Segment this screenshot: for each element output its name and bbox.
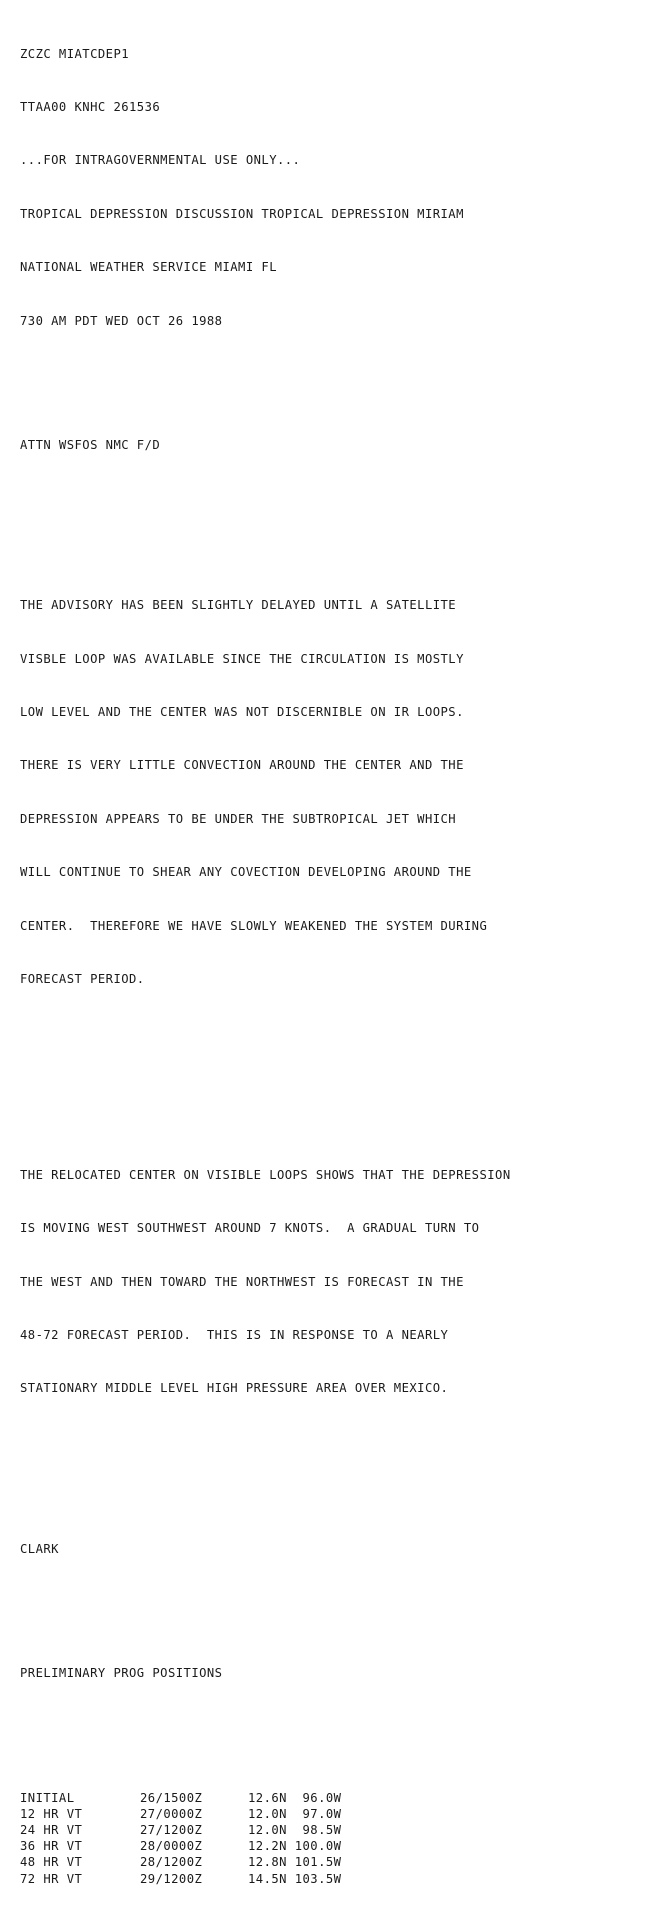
header-line-2: TTAA00 KNHC 261536 bbox=[20, 99, 161, 114]
paragraph-line: CENTER. THEREFORE WE HAVE SLOWLY WEAKENED THE SYSTEM DURING bbox=[20, 918, 488, 933]
paragraph-2 bbox=[20, 1131, 660, 1434]
paragraph-line: THE RELOCATED CENTER ON VISIBLE LOOPS SHOWS THAT THE DEPRESSION bbox=[20, 1167, 511, 1182]
position-time: 26/1500Z bbox=[140, 1790, 203, 1805]
attn-line: ATTN WSFOS NMC F/D bbox=[20, 438, 161, 453]
paragraph-line: VISBLE LOOP WAS AVAILABLE SINCE THE CIRCULATION IS MOSTLY bbox=[20, 651, 464, 666]
position-time: 29/1200Z bbox=[140, 1871, 203, 1886]
position-time: 28/1200Z bbox=[140, 1855, 203, 1870]
positions-table bbox=[20, 1790, 660, 1887]
spacer bbox=[20, 1469, 660, 1487]
header-line-6: 730 AM PDT WED OCT 26 1988 bbox=[20, 313, 223, 328]
spacer bbox=[20, 491, 660, 509]
paragraph-line: THERE IS VERY LITTLE CONVECTION AROUND THE CENTER AND THE bbox=[20, 758, 464, 773]
spacer bbox=[20, 1719, 660, 1737]
position-label: 12 HR VT bbox=[20, 1806, 83, 1821]
position-latlon: 12.0N 97.0W bbox=[248, 1806, 342, 1821]
spacer bbox=[20, 366, 660, 384]
signature: CLARK bbox=[20, 1541, 59, 1556]
position-label: 36 HR VT bbox=[20, 1839, 83, 1854]
position-label: 24 HR VT bbox=[20, 1823, 83, 1838]
paragraph-line: LOW LEVEL AND THE CENTER WAS NOT DISCERNIBLE ON IR LOOPS. bbox=[20, 705, 464, 720]
discussion-document bbox=[20, 10, 660, 1905]
header-line-4: TROPICAL DEPRESSION DISCUSSION TROPICAL DEPRESSION MIRIAM bbox=[20, 206, 464, 221]
paragraph-1 bbox=[20, 562, 660, 1025]
paragraph-line: IS MOVING WEST SOUTHWEST AROUND 7 KNOTS. A GRADUAL TURN TO bbox=[20, 1221, 480, 1236]
position-latlon: 12.0N 98.5W bbox=[248, 1823, 342, 1838]
spacer bbox=[20, 1060, 660, 1078]
spacer bbox=[20, 1594, 660, 1612]
position-latlon: 12.6N 96.0W bbox=[248, 1790, 342, 1805]
position-time: 27/1200Z bbox=[140, 1823, 203, 1838]
header-line-5: NATIONAL WEATHER SERVICE MIAMI FL bbox=[20, 260, 277, 275]
paragraph-line: FORECAST PERIOD. bbox=[20, 972, 145, 987]
paragraph-line: WILL CONTINUE TO SHEAR ANY COVECTION DEVELOPING AROUND THE bbox=[20, 865, 472, 880]
paragraph-line: THE ADVISORY HAS BEEN SLIGHTLY DELAYED UNTIL A SATELLITE bbox=[20, 598, 457, 613]
position-time: 28/0000Z bbox=[140, 1839, 203, 1854]
paragraph-line: DEPRESSION APPEARS TO BE UNDER THE SUBTROPICAL JET WHICH bbox=[20, 811, 457, 826]
position-label: INITIAL bbox=[20, 1790, 75, 1805]
positions-title: PRELIMINARY PROG POSITIONS bbox=[20, 1666, 223, 1681]
position-label: 72 HR VT bbox=[20, 1871, 83, 1886]
position-latlon: 14.5N 103.5W bbox=[248, 1871, 342, 1886]
paragraph-line: THE WEST AND THEN TOWARD THE NORTHWEST IS FORECAST IN THE bbox=[20, 1274, 464, 1289]
position-latlon: 12.8N 101.5W bbox=[248, 1855, 342, 1870]
header-line-3: ...FOR INTRAGOVERNMENTAL USE ONLY... bbox=[20, 153, 301, 168]
position-latlon: 12.2N 100.0W bbox=[248, 1839, 342, 1854]
position-time: 27/0000Z bbox=[140, 1806, 203, 1821]
paragraph-line: 48-72 FORECAST PERIOD. THIS IS IN RESPONSE TO A NEARLY bbox=[20, 1327, 449, 1342]
paragraph-line: STATIONARY MIDDLE LEVEL HIGH PRESSURE AREA OVER MEXICO. bbox=[20, 1381, 449, 1396]
header-line-1: ZCZC MIATCDEP1 bbox=[20, 46, 130, 61]
position-label: 48 HR VT bbox=[20, 1855, 83, 1870]
